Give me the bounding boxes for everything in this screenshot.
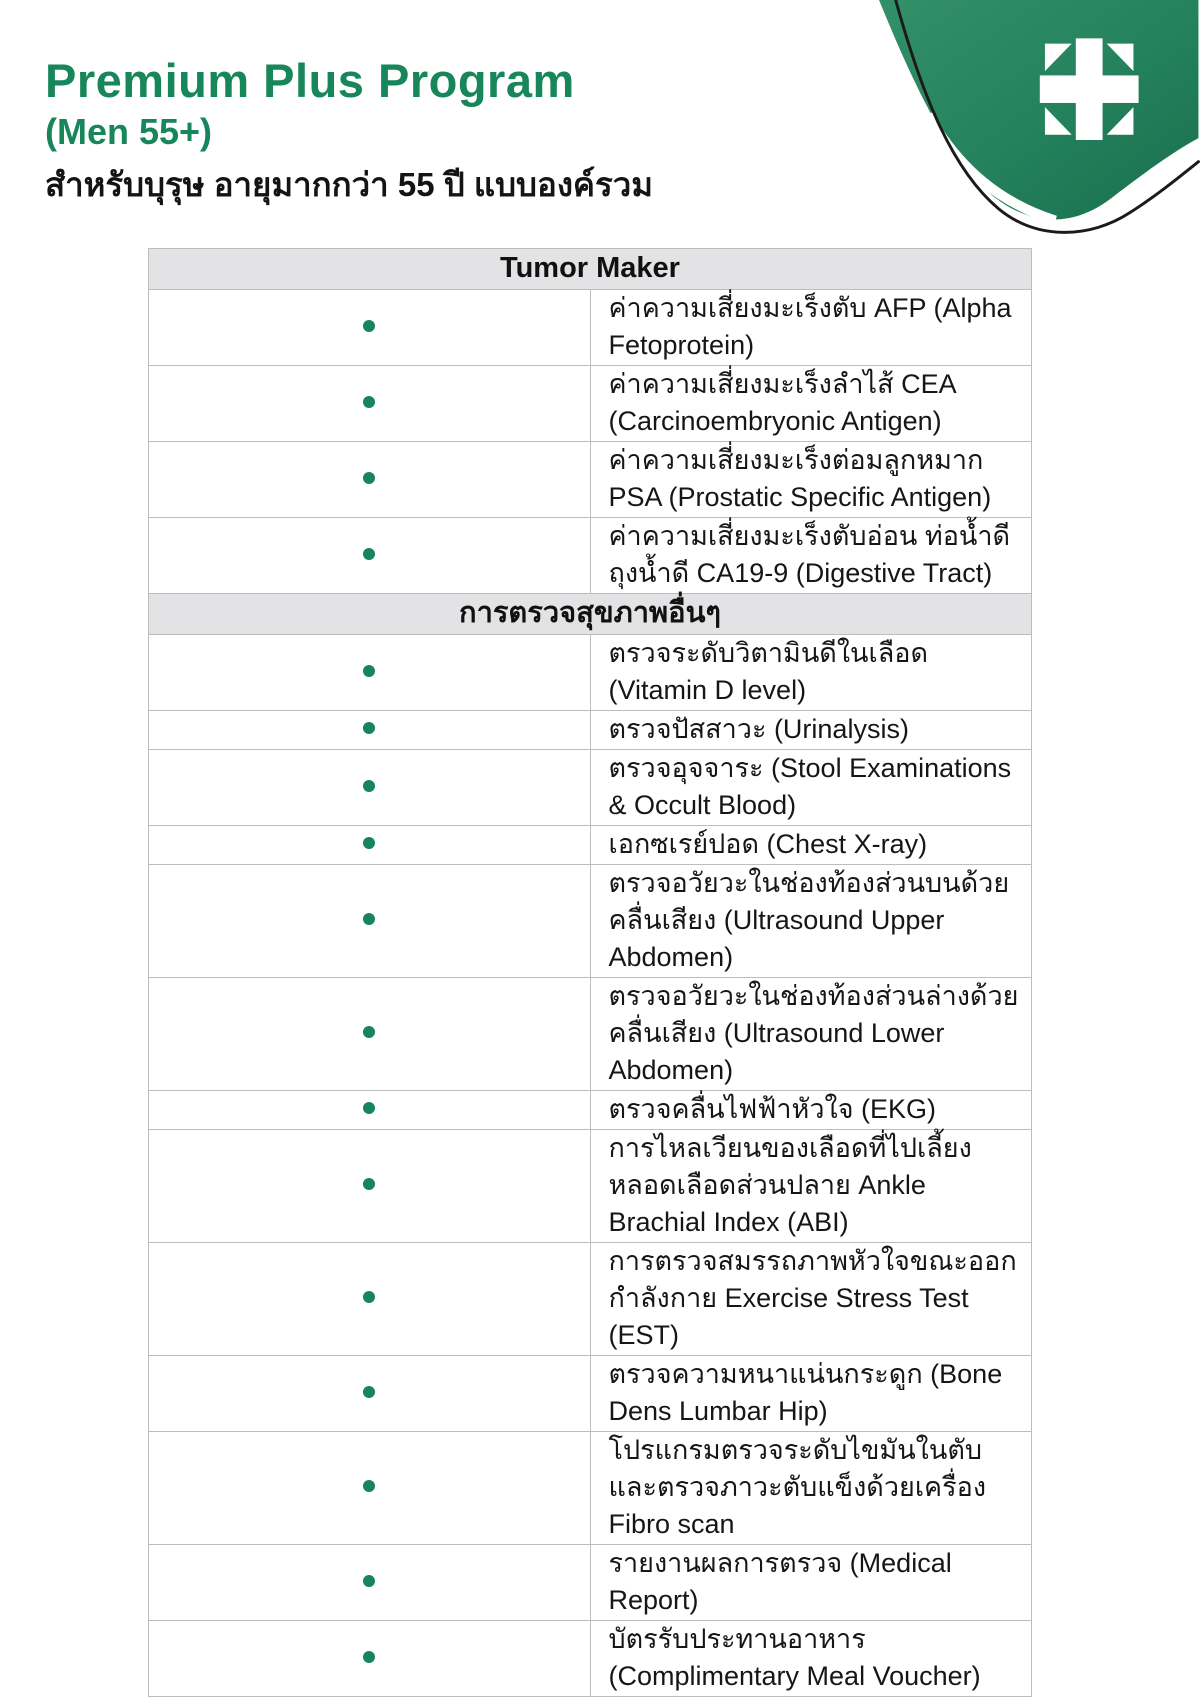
checkup-item: ค่าความเสี่ยงมะเร็งตับอ่อน ท่อน้ำดี ถุงน้ำดี CA19-9 (Digestive Tract) (590, 518, 1032, 594)
bullet-cell (149, 635, 591, 711)
checkup-item: เอกซเรย์ปอด (Chest X-ray) (590, 826, 1032, 865)
bullet-dot-icon (363, 1651, 375, 1663)
section-header: การตรวจสุขภาพอื่นๆ (149, 594, 1032, 635)
bullet-cell (149, 290, 591, 366)
bullet-cell (149, 826, 591, 865)
table-row (149, 290, 1032, 366)
table-row (149, 865, 1032, 978)
bullet-cell (149, 865, 591, 978)
bullet-dot-icon (363, 396, 375, 408)
bullet-dot-icon (363, 913, 375, 925)
bullet-dot-icon (363, 722, 375, 734)
bullet-dot-icon (363, 1575, 375, 1587)
white-stripe-thin (946, 158, 1040, 223)
program-audience: (Men 55+) (45, 111, 213, 153)
bullet-dot-icon (363, 837, 375, 849)
checkup-item: ตรวจคลื่นไฟฟ้าหัวใจ (EKG) (590, 1091, 1032, 1130)
bullet-cell (149, 442, 591, 518)
table-row (149, 1130, 1032, 1243)
table-row (149, 442, 1032, 518)
checkup-item: การตรวจสมรรถภาพหัวใจขณะออกกำลังกาย Exercise Stress Test (EST) (590, 1243, 1032, 1356)
bullet-dot-icon (363, 1178, 375, 1190)
checkup-item: โปรแกรมตรวจระดับไขมันในตับและตรวจภาวะตับแข็งด้วยเครื่อง Fibro scan (590, 1432, 1032, 1545)
table-row (149, 1091, 1032, 1130)
bullet-dot-icon (363, 780, 375, 792)
checkup-item: ค่าความเสี่ยงมะเร็งต่อมลูกหมาก PSA (Prostatic Specific Antigen) (590, 442, 1032, 518)
bullet-cell (149, 711, 591, 750)
table-row (149, 366, 1032, 442)
section-header: Tumor Maker (149, 249, 1032, 290)
bullet-dot-icon (363, 665, 375, 677)
black-outline-curve (896, 0, 1199, 232)
bullet-dot-icon (363, 320, 375, 332)
table-row (149, 826, 1032, 865)
table-row (149, 978, 1032, 1091)
bullet-cell (149, 518, 591, 594)
brand-decoration (850, 0, 1200, 245)
bullet-dot-icon (363, 1291, 375, 1303)
table-row (149, 750, 1032, 826)
table-row (149, 1432, 1032, 1545)
table-row (149, 1621, 1032, 1697)
program-title: Premium Plus Program (45, 54, 575, 107)
medical-cross-icon (1040, 38, 1139, 140)
checkup-table (148, 248, 1032, 1697)
section-header-row (149, 249, 1032, 290)
bullet-cell (149, 1091, 591, 1130)
table-row (149, 711, 1032, 750)
bullet-dot-icon (363, 472, 375, 484)
bullet-dot-icon (363, 548, 375, 560)
bullet-dot-icon (363, 1102, 375, 1114)
table-row (149, 1356, 1032, 1432)
green-blob-shape (879, 0, 1198, 222)
bullet-dot-icon (363, 1026, 375, 1038)
checkup-item: บัตรรับประทานอาหาร (Complimentary Meal Voucher) (590, 1621, 1032, 1697)
checkup-item: การไหลเวียนของเลือดที่ไปเลี้ยงหลอดเลือดส่วนปลาย Ankle Brachial Index (ABI) (590, 1130, 1032, 1243)
checkup-table-body (149, 249, 1032, 1697)
bullet-cell (149, 1621, 591, 1697)
header (45, 56, 653, 203)
table-row (149, 635, 1032, 711)
brand-decoration-svg (850, 0, 1200, 245)
bullet-dot-icon (363, 1480, 375, 1492)
bullet-cell (149, 978, 591, 1091)
table-row (149, 1243, 1032, 1356)
program-subtitle-thai: สำหรับบุรุษ อายุมากกว่า 55 ปี แบบองค์รวม (45, 166, 654, 204)
checkup-item: ตรวจปัสสาวะ (Urinalysis) (590, 711, 1032, 750)
checkup-item: ค่าความเสี่ยงมะเร็งตับ AFP (Alpha Fetoprotein) (590, 290, 1032, 366)
checkup-item: ตรวจอวัยวะในช่องท้องส่วนบนด้วยคลื่นเสียง (Ultrasound Upper Abdomen) (590, 865, 1032, 978)
bullet-cell (149, 1356, 591, 1432)
bullet-cell (149, 366, 591, 442)
checkup-item: ตรวจระดับวิตามินดีในเลือด (Vitamin D level) (590, 635, 1032, 711)
bullet-cell (149, 1545, 591, 1621)
section-header-row (149, 594, 1032, 635)
bullet-cell (149, 750, 591, 826)
checkup-item: รายงานผลการตรวจ (Medical Report) (590, 1545, 1032, 1621)
bullet-dot-icon (363, 1386, 375, 1398)
checkup-item: ตรวจอุจจาระ (Stool Examinations & Occult Blood) (590, 750, 1032, 826)
table-row (149, 518, 1032, 594)
checkup-item: ตรวจอวัยวะในช่องท้องส่วนล่างด้วยคลื่นเสียง (Ultrasound Lower Abdomen) (590, 978, 1032, 1091)
white-stripe (928, 115, 1055, 221)
table-row (149, 1545, 1032, 1621)
bullet-cell (149, 1243, 591, 1356)
bullet-cell (149, 1130, 591, 1243)
checkup-item: ค่าความเสี่ยงมะเร็งลำไส้ CEA (Carcinoembryonic Antigen) (590, 366, 1032, 442)
checkup-item: ตรวจความหนาแน่นกระดูก (Bone Dens Lumbar Hip) (590, 1356, 1032, 1432)
bullet-cell (149, 1432, 591, 1545)
